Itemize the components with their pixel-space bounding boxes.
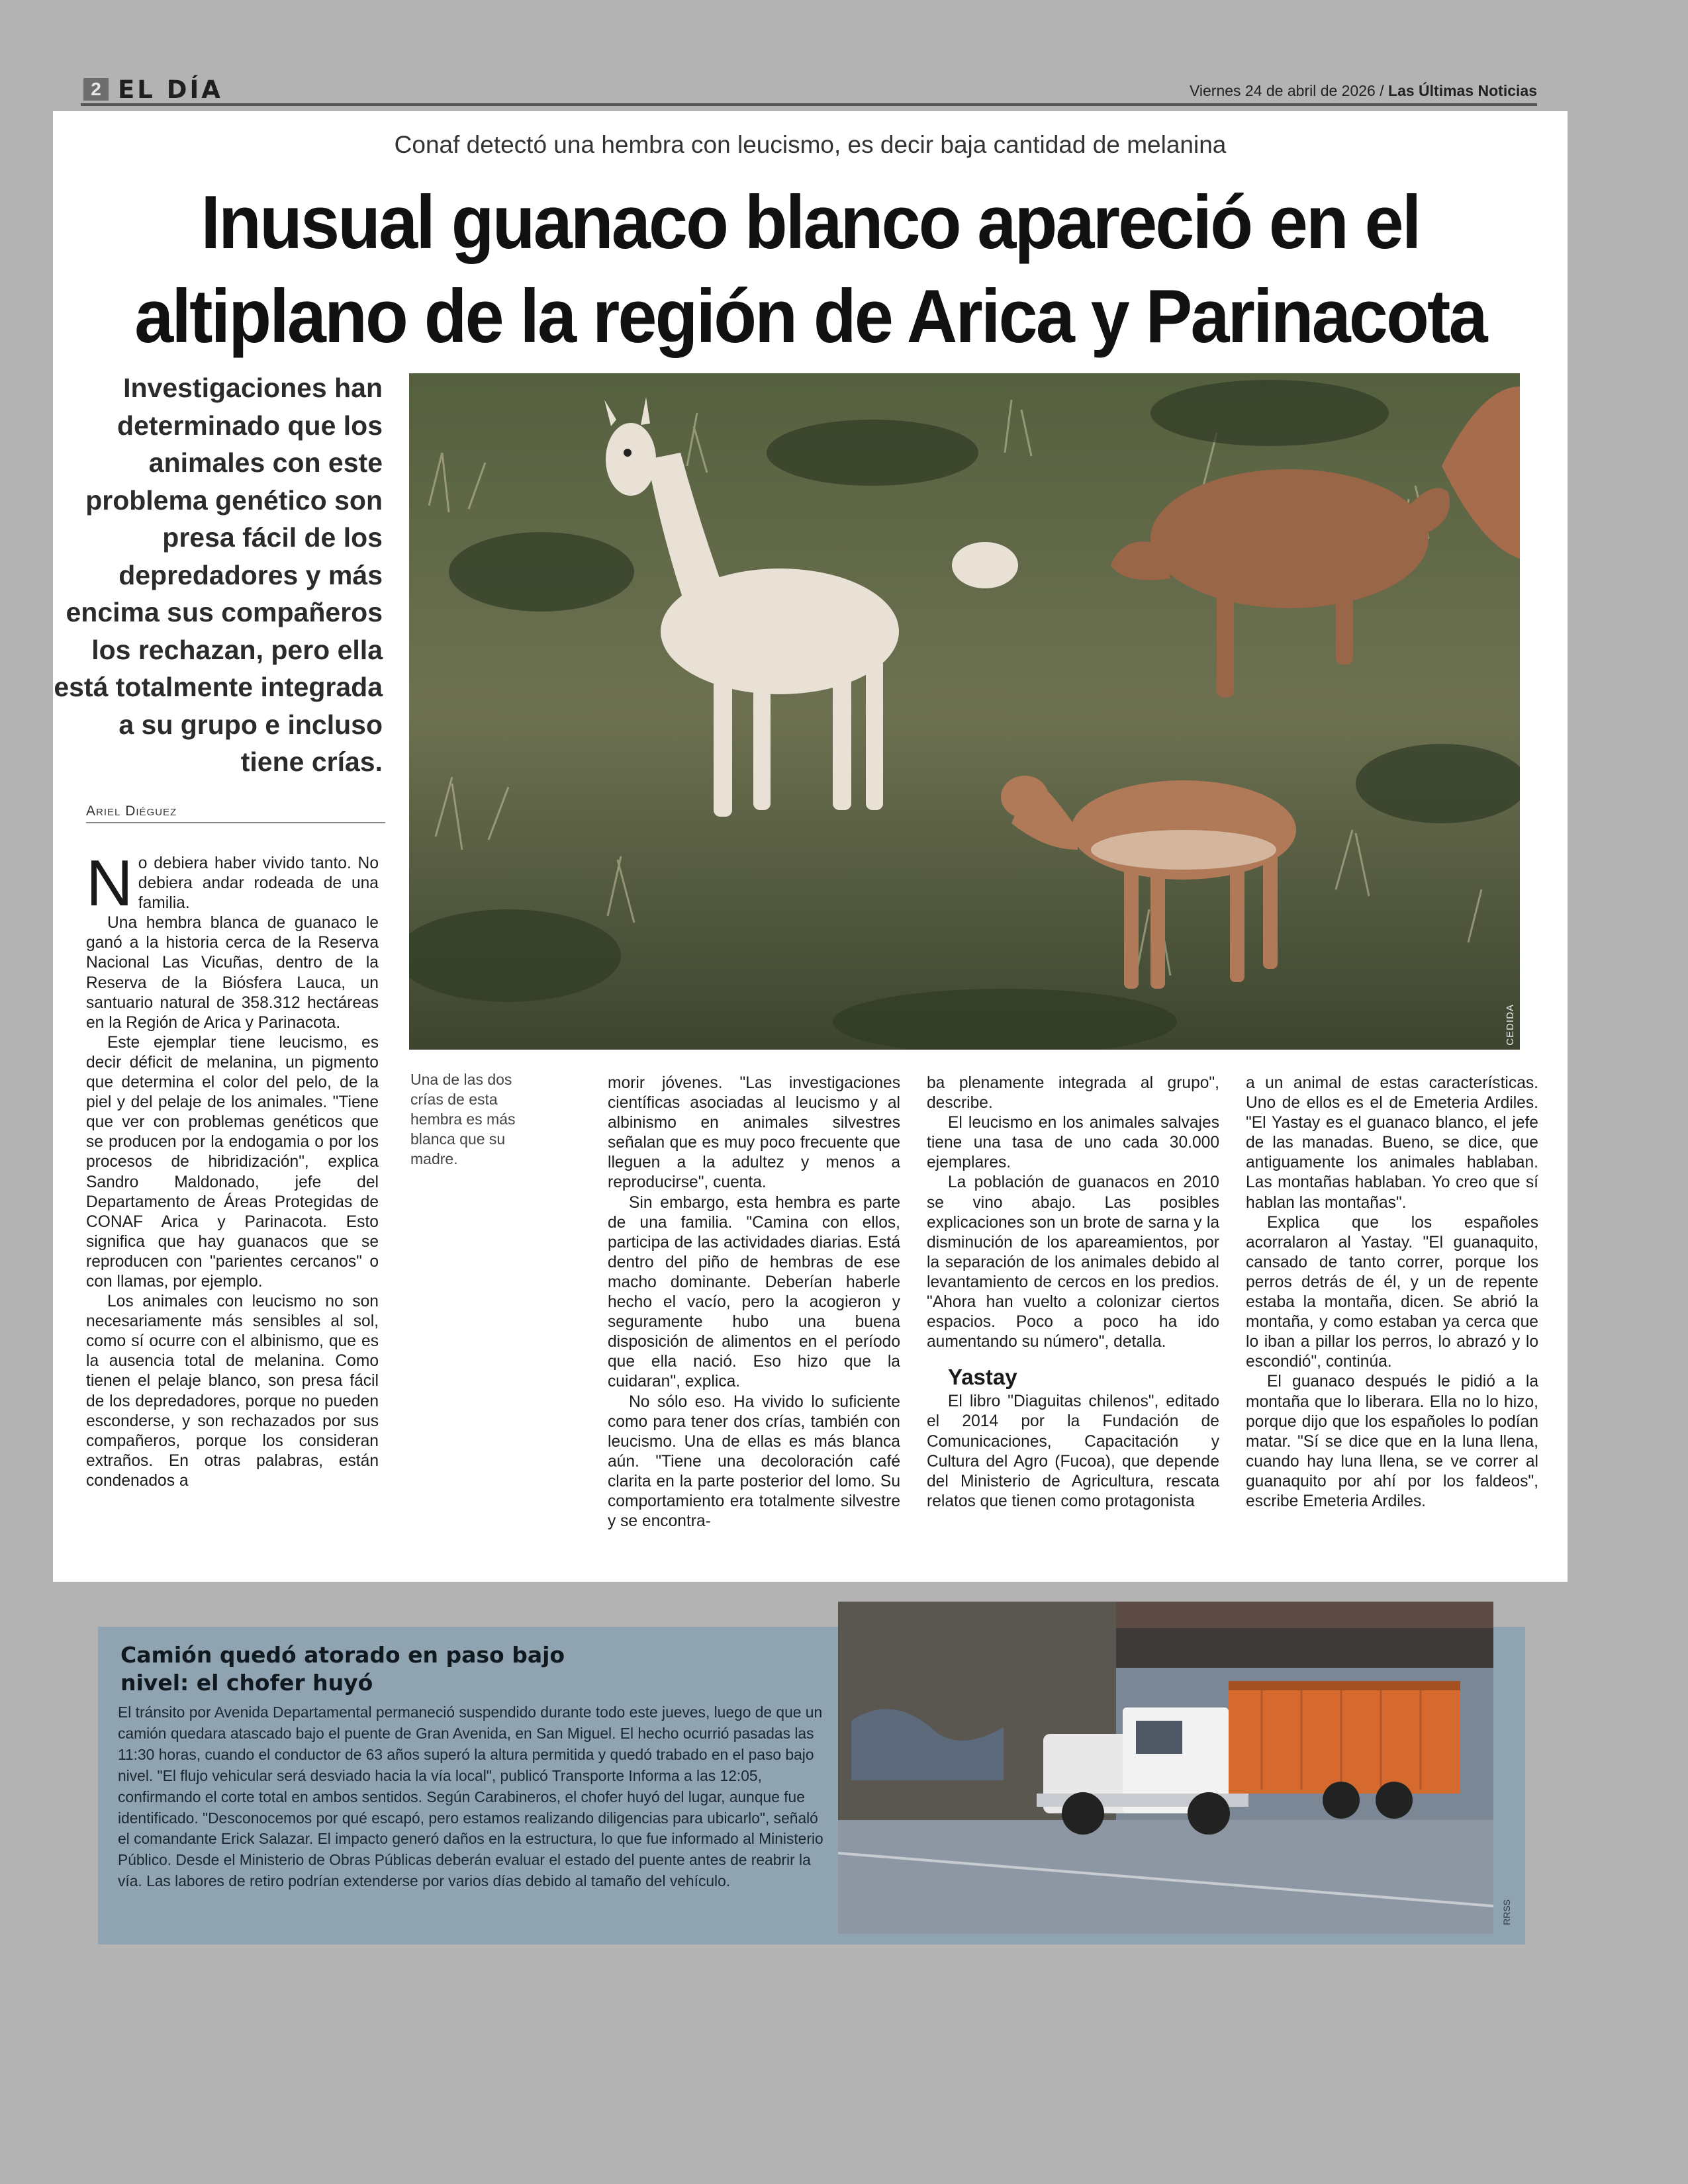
news-brief (98, 1627, 1525, 1944)
section-label: EL DÍA (118, 75, 223, 104)
paragraph: Los animales con leucismo no son necesariamente más sensibles al sol, como sí ocurre con el albinismo, que es la ausencia total de melanina. Como tienen el pelaje blanco, son presa fácil de los depredadores, porque no pueden esconderse, y son rechazados por sus compañeros, porque los consideran extraños. En otras palabras, están condenados a (86, 1293, 379, 1490)
paragraph: La población de guanacos en 2010 se vino abajo. Las posibles explicaciones son un brote de sarna y la disminución de los apareamientos, por la separación de los animales debido al levantamiento de cercos en los predios. "Ahora han vuelto a colonizar ciertos espacios. Poco a poco ha ido aumentando su número", detalla. (927, 1173, 1219, 1351)
paragraph: Una hembra blanca de guanaco le ganó a la historia cerca de la Reserva Nacional Las Vicuñas, dentro de la Reserva de la Biósfera Lauca, un santuario natural de 358.312 hectáreas en la Región de Arica y Parinacota. (86, 914, 379, 1032)
main-article (53, 111, 1568, 1582)
truck-photo-credit: RRSS (1501, 1899, 1512, 1925)
paragraph: Sin embargo, esta hembra es parte de una familia. "Camina con ellos, participa de las actividades diarias. Está dentro del piño de hembras de ese macho dominante. Deberían haberle hecho el vacío, pero la acogieron y seguramente hubo una buena disposición de alimentos en el período que ella nació. Eso hizo que la cuidaran", explica. (608, 1193, 900, 1391)
paragraph (86, 846, 379, 919)
subheading: Yastay (948, 1365, 1017, 1390)
header-separator: / (1380, 82, 1384, 99)
paragraph: El libro "Diaguitas chilenos", editado el 2014 por la Fundación de Comunicaciones, Capacitación y Cultura del Agro (Fucoa), que depende del Ministerio de Agricultura, rescata relatos que tienen como protagonista (927, 1392, 1219, 1510)
brief-body: El tránsito por Avenida Departamental permaneció suspendido durante todo este jueves, luego de que un camión quedara atascado bajo el puente de Gran Avenida, en San Miguel. El hecho ocurrió pasadas las 11:30 horas, cuando el conductor de 63 años superó la altura permitida y quedó trabado en el paso bajo nivel. "El flujo vehicular será desviado hacia la vía local", publicó Transporte Informa a las 12:05, confirmando el corte total en ambos sentidos. Según Carabineros, el chofer huyó del lugar, aunque fue identificado. "Desconocemos por qué escapó, pero estamos realizando diligencias para ubicarlo", señaló el comandante Erick Salazar. El impacto generó daños en la estructura, lo que fue informado al Ministerio Público. Desde el Ministerio de Obras Públicas deberán evaluar el estado del puente antes de reabrir la vía. Las labores de retiro podrían extenderse por varios días debido al tamaño del vehículo. (118, 1704, 823, 1890)
guanaco-illustration (409, 373, 1520, 1050)
header-dateline (1190, 82, 1537, 100)
page-number: 2 (83, 78, 109, 101)
paragraph: ba plenamente integrada al grupo", describe. (927, 1074, 1219, 1113)
paragraph: El guanaco después le pidió a la montaña que lo liberara. Ella no lo hizo, porque dijo que los españoles lo podían matar. "Sí se dice que en la luna llena, cuando hay luna llena, se ve correr al guanaquito por ahí por los faldeos", escribe Emeteria Ardiles. (1246, 1373, 1538, 1510)
article-column-3 (927, 1073, 1219, 1512)
article-kicker: Conaf detectó una hembra con leucismo, es decir baja cantidad de melanina (394, 131, 1227, 158)
article-lead: Investigaciones han determinado que los animales con este problema genético son presa fácil de los depredadores y más encima sus compañeros los rechazan, pero ella está totalmente integrada a su grupo e incluso tiene crías. (54, 373, 383, 777)
guanaco-photo (409, 373, 1520, 1050)
article-column-1 (86, 846, 379, 1491)
paragraph: a un animal de estas características. Uno de ellos es el de Emeteria Ardiles. "El Yastay es el guanaco blanco, el jefe de las manadas. Bueno, se dice, que antiguamente los animales hablaban. Las montañas hablaban. Yo creo que sí hablan las montañas". (1246, 1074, 1538, 1212)
paragraph: Explica que los españoles acorralaron al Yastay. "El guanaquito, cansado de tanto correr, porque los perros detrás de él, y un de repente estaba la montaña, dicen. Se abrió la montaña, y como estaban ya cerca que lo iban a pillar los perros, lo abrazó y lo escondió", continúa. (1246, 1213, 1538, 1371)
photo-credit: CEDIDA (1505, 1004, 1516, 1046)
article-column-4 (1246, 1073, 1538, 1512)
photo-caption: Una de las dos crías de esta hembra es más blanca que su madre. (410, 1071, 516, 1167)
article-byline: Ariel Diéguez (86, 803, 385, 823)
paragraph: Este ejemplar tiene leucismo, es decir déficit de melanina, un pigmento que determina el color del pelo, de la piel y del pelaje de los animales. "Tiene que ver con problemas genéticos que se producen por la endogamia o por los procesos de hibridización", explica Sandro Maldonado, jefe del Departamento de Áreas Protegidas de CONAF Arica y Parinacota. Esto significa que hay guanacos que se reproducen con "parientes cercanos" o con llamas, por ejemplo. (86, 1033, 379, 1291)
paragraph: No sólo eso. Ha vivido lo suficiente como para tener dos crías, también con leucismo. Una de ellas es más blanca aún. "Tiene una decoloración café clarita en la parte posterior del lomo. Su comportamiento era totalmente silvestre y se encontra- (608, 1392, 900, 1531)
headline-line-1: Inusual guanaco blanco apareció en el (201, 181, 1420, 265)
page-header (81, 75, 1537, 106)
paragraph-text: o debiera haber vivido tanto. No debiera andar rodeada de una familia. (138, 854, 379, 913)
paragraph: El leucismo en los animales salvajes tiene una tasa de uno cada 30.000 ejemplares. (927, 1114, 1219, 1172)
newspaper-name: Las Últimas Noticias (1388, 82, 1537, 99)
article-headline (130, 176, 1489, 364)
issue-date: Viernes 24 de abril de 2026 (1189, 82, 1376, 99)
paragraph: morir jóvenes. "Las investigaciones científicas asociadas al leucismo y al albinismo en animales silvestres señalan que es muy poco frecuente que lleguen a la adultez y menos a reproducirse", cuenta. (608, 1074, 900, 1192)
truck-illustration (838, 1602, 1493, 1934)
article-column-2 (608, 1073, 900, 1531)
headline-line-2: altiplano de la región de Arica y Parinacota (134, 275, 1486, 359)
truck-photo (838, 1602, 1493, 1934)
brief-headline: Camión quedó atorado en paso bajo nivel: el chofer huyó (120, 1642, 565, 1696)
drop-cap: N (86, 846, 133, 919)
